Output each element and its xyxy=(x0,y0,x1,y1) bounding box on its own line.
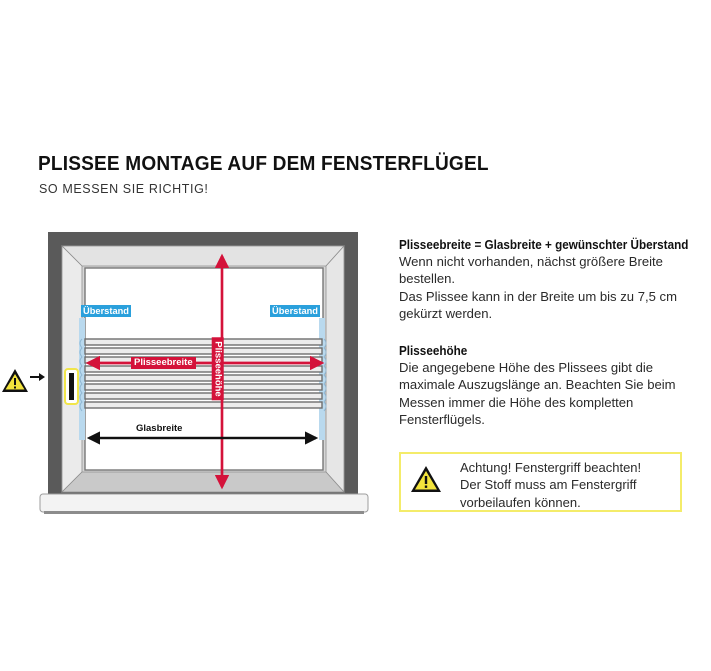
warning-triangle-icon xyxy=(411,466,441,492)
arrow-right-icon xyxy=(30,373,45,381)
width-text-line: gekürzt werden. xyxy=(399,305,493,321)
width-info-section xyxy=(399,236,711,322)
height-text-line: Messen immer die Höhe des kompletten xyxy=(399,394,634,410)
page-title: PLISSEE MONTAGE AUF DEM FENSTERFLÜGEL xyxy=(38,152,489,175)
handle-warning-icon xyxy=(2,369,28,392)
warning-text xyxy=(460,459,641,511)
warning-line: vorbeilaufen können. xyxy=(460,494,581,510)
overhang-label-right: Überstand xyxy=(272,306,318,316)
warning-box xyxy=(399,452,682,512)
width-heading: Plisseebreite = Glasbreite + gewünschter Überstand xyxy=(399,237,689,252)
page-subtitle: SO MESSEN SIE RICHTIG! xyxy=(39,182,209,196)
width-text-line: bestellen. xyxy=(399,271,456,287)
warning-line: Achtung! Fenstergriff beachten! xyxy=(460,460,642,475)
glass-width-label: Glasbreite xyxy=(136,423,183,434)
height-heading: Plisseehöhe xyxy=(399,343,468,358)
pleat-height-label: Plisseehöhe xyxy=(212,337,224,400)
overhang-label-left: Überstand xyxy=(83,306,129,316)
width-text-line: Das Plissee kann in der Breite um bis zu 7,5 cm xyxy=(399,288,677,304)
height-text-line: maximale Auszugslänge an. Beachten Sie beim xyxy=(399,377,676,393)
height-info-section xyxy=(399,342,711,428)
width-text-line: Wenn nicht vorhanden, nächst größere Breite xyxy=(399,254,663,270)
warning-line: Der Stoff muss am Fenstergriff xyxy=(460,477,637,493)
pleat-width-label: Plisseebreite xyxy=(131,357,196,369)
height-text-line: Fensterflügels. xyxy=(399,411,485,427)
height-text-line: Die angegebene Höhe des Plissees gibt die xyxy=(399,360,654,376)
